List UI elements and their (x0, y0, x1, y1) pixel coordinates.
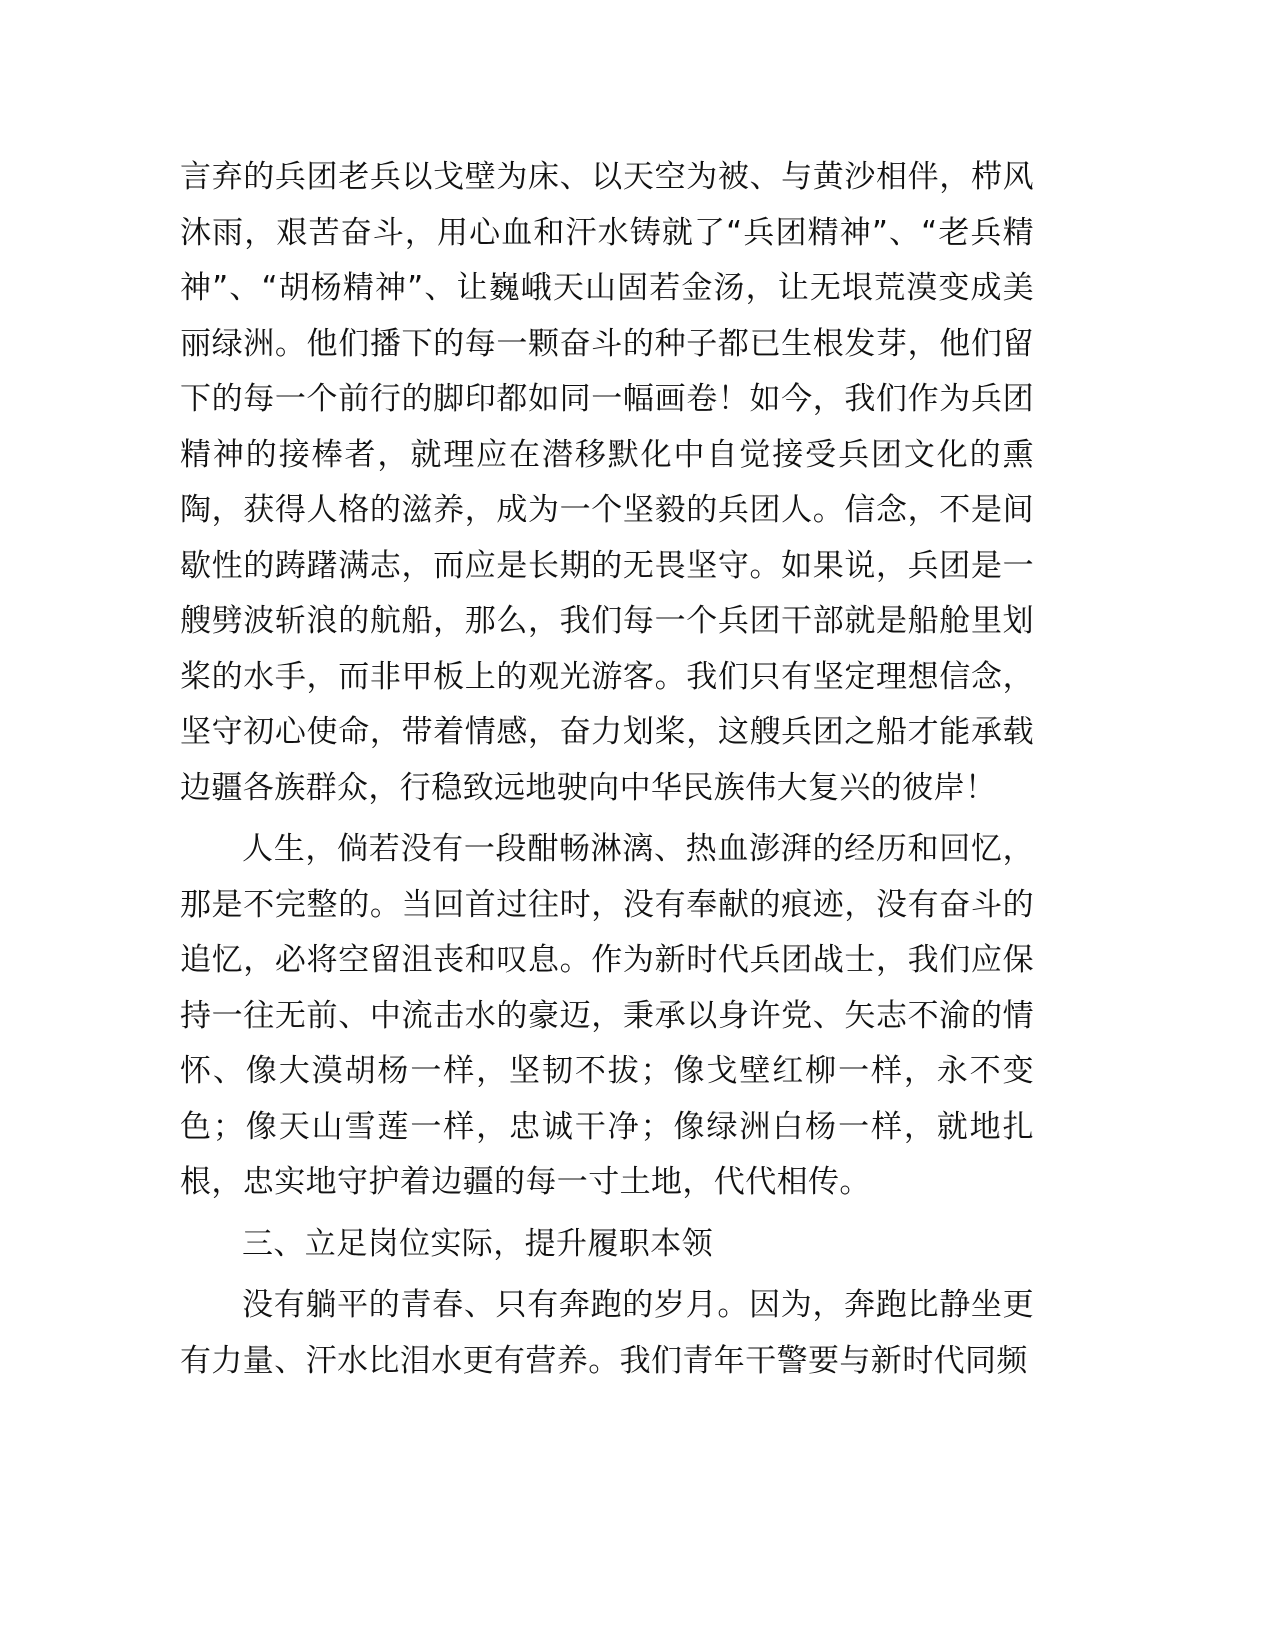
section-heading: 三、立足岗位实际，提升履职本领 (242, 1225, 713, 1262)
paragraph-3: 没有躺平的青春、只有奔跑的岁月。因为，奔跑比静坐更有力量、汗水比泪水更有营养。我们青年干警要与新时代同频 (180, 1287, 1034, 1379)
paragraph-2: 人生，倘若没有一段酣畅淋漓、热血澎湃的经历和回忆，那是不完整的。当回首过往时，没有奉献的痕迹，没有奋斗的追忆，必将空留沮丧和叹息。作为新时代兵团战士，我们应保持一往无前、中流击水的豪迈，秉承以身许党、矢志不渝的情怀、像大漠胡杨一样，坚韧不拔；像戈壁红柳一样，永不变色；像天山雪莲一样，忠诚干净；像绿洲白杨一样，就地扎根，忠实地守护着边疆的每一寸土地，代代相传。 (180, 831, 1034, 1200)
paragraph-1: 言弃的兵团老兵以戈壁为床、以天空为被、与黄沙相伴，栉风沐雨，艰苦奋斗，用心血和汗水铸就了“兵团精神”、“老兵精神”、“胡杨精神”、让巍峨天山固若金汤，让无垠荒漠变成美丽绿洲。他们播下的每一颗奋斗的种子都已生根发芽，他们留下的每一个前行的脚印都如同一幅画卷！如今，我们作为兵团精神的接棒者，就理应在潜移默化中自觉接受兵团文化的熏陶，获得人格的滋养，成为一个坚毅的兵团人。信念，不是间歇性的踌躇满志，而应是长期的无畏坚守。如果说，兵团是一艘劈波斩浪的航船，那么，我们每一个兵团干部就是船舱里划桨的水手，而非甲板上的观光游客。我们只有坚定理想信念，坚守初心使命，带着情感，奋力划桨，这艘兵团之船才能承载边疆各族群众，行稳致远地驶向中华民族伟大复兴的彼岸！ (180, 159, 1034, 806)
document-body (180, 150, 1034, 1395)
